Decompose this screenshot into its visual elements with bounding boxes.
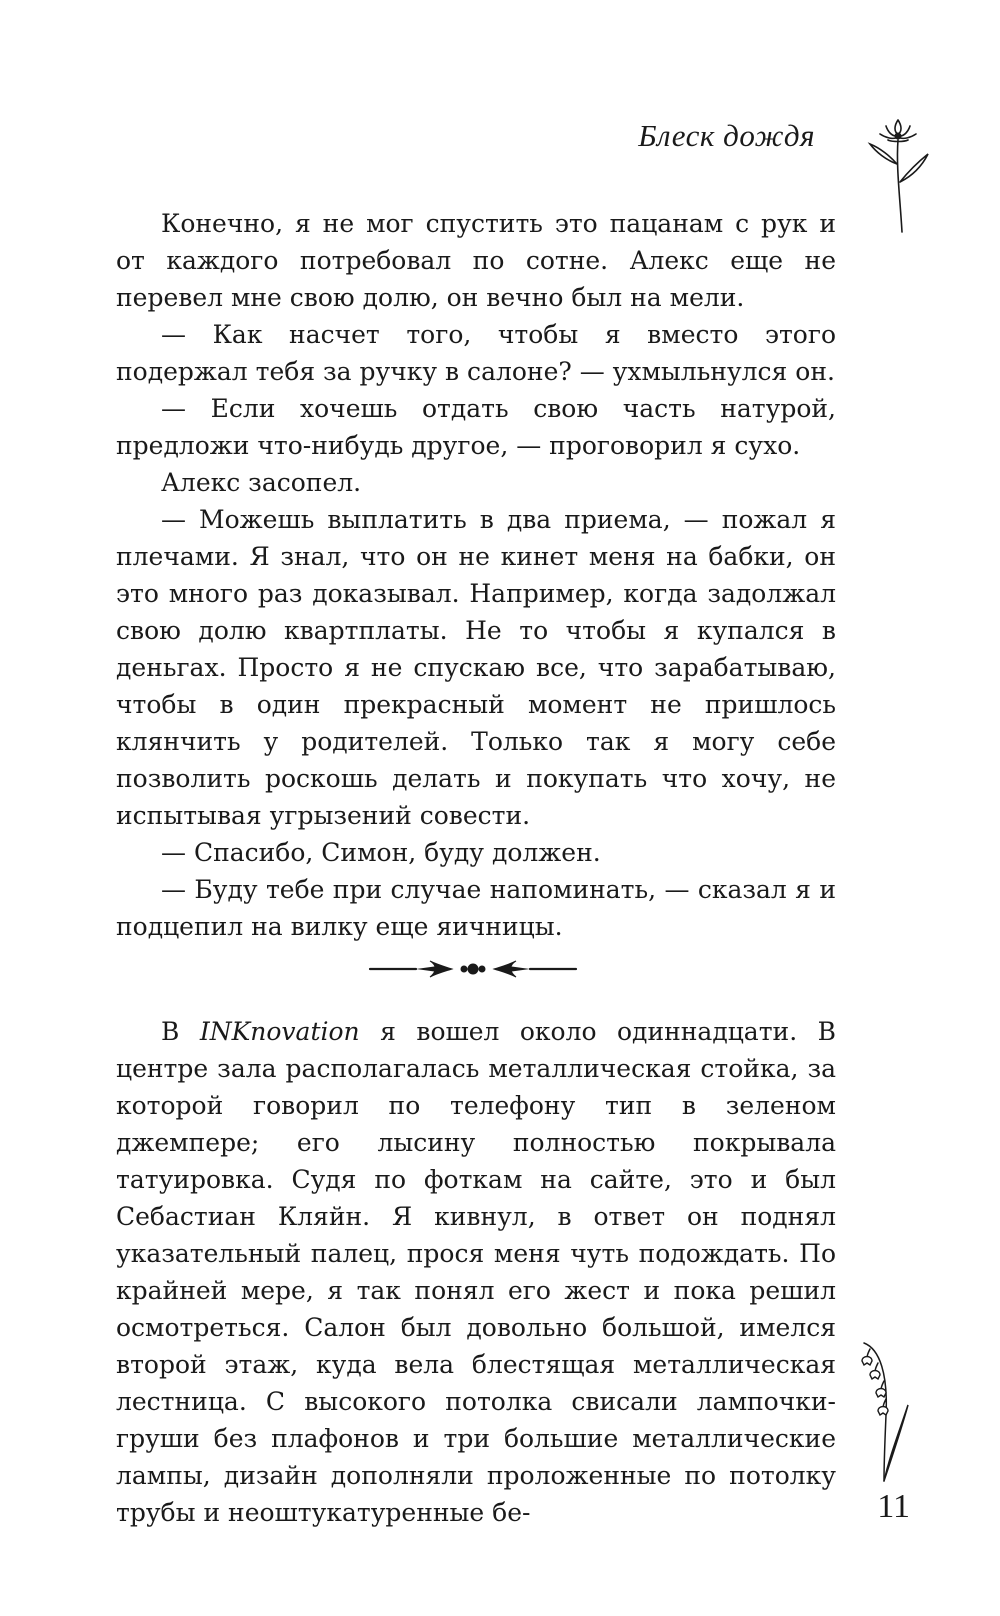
paragraph bbox=[116, 1013, 836, 1531]
paragraph-text: я вошел около одиннадцати. В центре зала располагалась металлическая стойка, за которой говорил по телефону тип в зеленом джемпере; его лысину полностью покрывала татуировка. Судя по фоткам на сайте, это и был Себастиан Кляйн. Я кивнул, в ответ он поднял указательный палец, прося меня чуть подождать. По крайней мере, я так понял его жест и пока решил осмотреться. Салон был довольно большой, имелся второй этаж, куда вела блестящая металлическая лестница. С высокого потолка свисали лампочки-груши без плафонов и три большие металлические лампы, дизайн дополняли проложенные по потолку трубы и неоштукатуренные бе- bbox=[116, 1017, 836, 1527]
paragraph: — Если хочешь отдать свою часть натурой, предложи что-нибудь другое, — проговорил я сухо. bbox=[116, 394, 836, 460]
paragraph: — Как насчет того, чтобы я вместо этого подержал тебя за ручку в салоне? — ухмыльнулся он. bbox=[116, 320, 836, 386]
salon-name: INKnovation bbox=[199, 1017, 360, 1046]
page-number: 11 bbox=[877, 1488, 910, 1525]
ornamental-divider bbox=[368, 955, 578, 983]
paragraph: Конечно, я не мог спустить это пацанам с рук и от каждого потребовал по сотне. Алекс еще не перевел мне свою долю, он вечно был на мели. bbox=[116, 209, 836, 312]
lily-of-the-valley-icon bbox=[850, 1335, 922, 1485]
running-head: Блеск дождя bbox=[638, 118, 815, 153]
daisy-flower-icon bbox=[858, 112, 938, 236]
paragraph: — Можешь выплатить в два приема, — пожал я плечами. Я знал, что он не кинет меня на бабки, он это много раз доказывал. Например, когда задолжал свою долю квартплаты. Не то чтобы я купался в деньгах. Просто я не спускаю все, что зарабатываю, чтобы в один прекрасный момент не пришлось клянчить у родителей. Только так я могу себе позволить роскошь делать и покупать что хочу, не испытывая угрызений совести. bbox=[116, 505, 836, 830]
text-section-2 bbox=[116, 1013, 836, 1531]
paragraph-lead: В bbox=[161, 1017, 200, 1046]
paragraph: Алекс засопел. bbox=[161, 468, 362, 497]
paragraph: — Буду тебе при случае напоминать, — сказал я и подцепил на вилку еще яичницы. bbox=[116, 875, 836, 941]
text-section-1 bbox=[116, 205, 836, 945]
paragraph: — Спасибо, Симон, буду должен. bbox=[161, 838, 601, 867]
